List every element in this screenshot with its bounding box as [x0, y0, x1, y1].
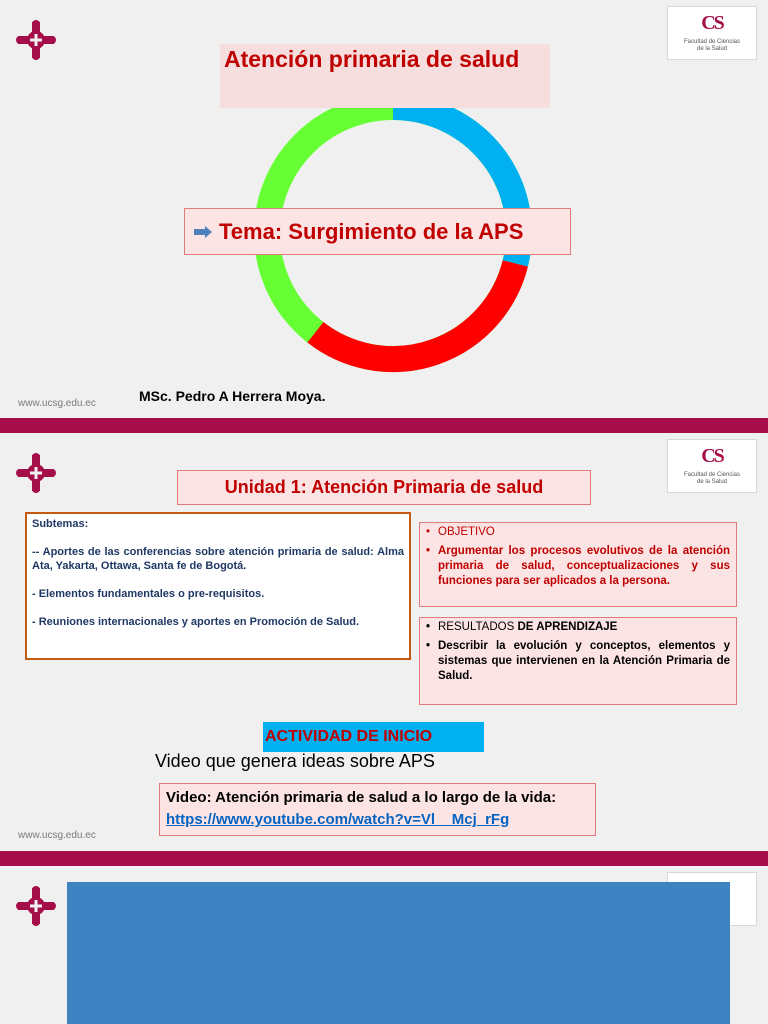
ucsg-cross-logo-icon — [16, 453, 56, 493]
presentation-title: Atención primaria de salud — [220, 44, 550, 108]
faculty-logo — [667, 439, 757, 493]
outcomes-heading-a: RESULTADOS — [438, 621, 518, 633]
video-subtitle: Video que genera ideas sobre APS — [155, 751, 435, 771]
faculty-logo-mark: CS — [701, 445, 723, 467]
ring-segment-red — [315, 264, 515, 360]
slide-divider — [0, 418, 768, 433]
objective-heading: OBJETIVO — [438, 526, 495, 538]
footer-url: www.ucsg.edu.ec — [18, 398, 96, 409]
activity-heading: ACTIVIDAD DE INICIO — [263, 722, 484, 752]
subtema-item: - Elementos fundamentales o pre-requisitos. — [32, 588, 265, 600]
objective-box: • OBJETIVO • Argumentar los procesos evolutivos de la atención primaria de salud, conceptualizaciones y sus funciones para ser aplicados a la persona. — [419, 522, 737, 607]
faculty-logo-mark: CS — [701, 12, 723, 34]
subtemas-box — [25, 512, 411, 660]
faculty-logo-subtitle: Facultad de Ciencias de la Salud — [683, 39, 741, 52]
slide-divider — [0, 851, 768, 866]
unit-title: Unidad 1: Atención Primaria de salud — [177, 470, 591, 505]
topic-text: Tema: Surgimiento de la APS — [219, 218, 524, 244]
subtema-item: -- Aportes de las conferencias sobre atención primaria de salud: Alma Ata, Yakarta, Ottawa, Santa fe de Bogotá. — [32, 546, 404, 572]
ucsg-cross-logo-icon — [16, 20, 56, 60]
video-title: Video: Atención primaria de salud a lo largo de la vida: — [166, 789, 557, 806]
faculty-logo-subtitle: Facultad de Ciencias de la Salud — [683, 472, 741, 485]
faculty-logo — [667, 6, 757, 60]
learning-outcomes-box: • RESULTADOS DE APRENDIZAJE • Describir la evolución y conceptos, elementos y sistemas que intervienen en la Atención Primaria de Salud. — [419, 617, 737, 705]
topic-box — [184, 208, 571, 255]
objective-text: Argumentar los procesos evolutivos de la atención primaria de salud, conceptualizaciones y sus funciones para ser aplicados a la persona. — [438, 545, 730, 587]
subtema-item: - Reuniones internacionales y aportes en Promoción de Salud. — [32, 616, 360, 628]
video-panel — [67, 882, 730, 1024]
ucsg-cross-logo-icon — [16, 886, 56, 926]
outcomes-text: Describir la evolución y conceptos, elementos y sistemas que intervienen en la Atención Primaria de Salud. — [438, 640, 730, 682]
outcomes-heading-b: DE APRENDIZAJE — [517, 621, 618, 633]
footer-url: www.ucsg.edu.ec — [18, 830, 96, 841]
video-box — [159, 783, 596, 836]
arrow-right-icon — [193, 226, 213, 238]
author-name: MSc. Pedro A Herrera Moya. — [139, 388, 326, 404]
slide-1 — [0, 0, 768, 418]
video-link[interactable]: https://www.youtube.com/watch?v=Vl__Mcj_rFg — [166, 811, 510, 828]
subtemas-heading: Subtemas: — [32, 518, 89, 530]
